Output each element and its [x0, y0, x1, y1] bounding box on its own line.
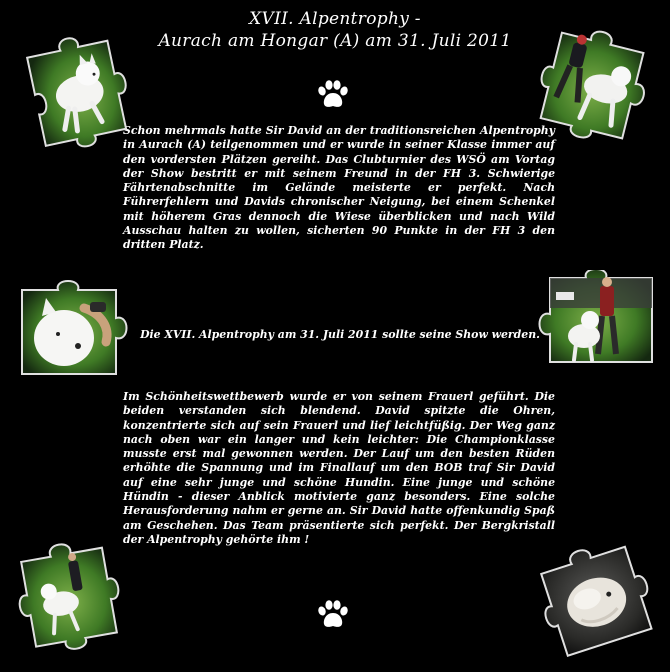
puzzle-photo-handler-with-dog: [530, 22, 658, 150]
puzzle-photo-dog-running: [18, 26, 138, 164]
puzzle-photo-dog-gaiting: [14, 536, 126, 658]
title-line-1: XVII. Alpentrophy -: [249, 9, 421, 29]
paragraph-training: Schon mehrmals hatte Sir David an der traditionsreichen Alpentrophy in Aurach (A) teilgenommen und er wurde in seiner Klasse immer auf den vordersten Plätzen gereiht. Das Clubturnier des WSÖ am Vortag der Show bestritt er mit seinem Freund in der FH 3. Schwierige Fährtenabschnitte im Gelände meisterte er perfekt. Nach Führerfehlern und Davids chronischer Neigung, bei einem Schenkel mit höherem Gras dennoch die Wiese überblicken und nach Wild Ausschau halten zu wollen, sicherten 90 Punkte in der FH 3 den dritten Platz.: [123, 124, 555, 252]
paw-icon: [316, 600, 350, 630]
paragraph-show-report: Im Schönheitswettbewerb wurde er von seinem Frauerl geführt. Die beiden verstanden sich blendend. David spitzte die Ohren, konzentrierte sich auf sein Frauerl und lief leichtfüßig. Der Weg ganz nach oben war ein langer und kein leichter: Die Championklasse musste erst mal gewonnen werden. Der Lauf um den besten Rüden erhöhte die Spannung und im Finallauf um den BOB traf Sir David auf eine sehr junge und schöne Hundin. Eine junge und schöne Hündin - dieser Anblick motivierte ganz besonders. Eine solche Herausforderung nahm er gerne an. Sir David hatte offenkundig Spaß am Geschehen. Das Team präsentierte sich perfekt. Der Bergkristall der Alpentrophy gehörte ihm !: [123, 390, 555, 546]
puzzle-photo-show-ring: [526, 270, 662, 370]
title-line-2: Aurach am Hongar (A) am 31. Juli 2011: [158, 31, 512, 51]
paragraph-show-intro: Die XVII. Alpentrophy am 31. Juli 2011 sollte seine Show werden.: [140, 328, 540, 341]
puzzle-photo-dog-head: [12, 278, 136, 386]
paw-icon: [316, 80, 350, 110]
puzzle-photo-dog-closeup: [532, 540, 662, 660]
